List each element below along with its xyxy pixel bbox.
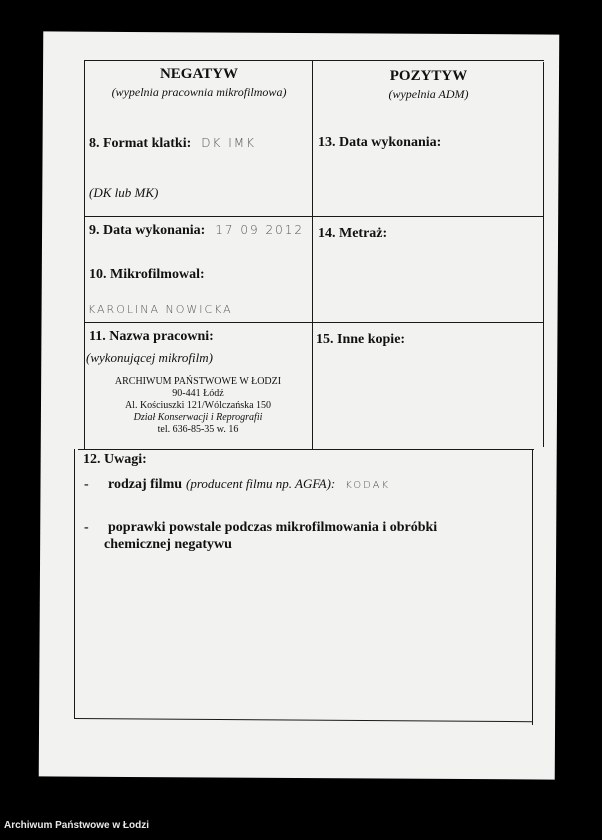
- stamp-line-5: tel. 636-85-35 w. 16: [157, 424, 239, 435]
- border-bottom: [74, 718, 533, 722]
- uwagi-label: 12. Uwagi:: [83, 452, 147, 467]
- row-divider-1: [84, 216, 544, 217]
- format-klatki-value[interactable]: DK IMK: [201, 136, 256, 150]
- bullet: -: [84, 520, 89, 535]
- stamp-line-4: Dział Konserwacji i Reprografii: [133, 412, 263, 423]
- column-divider: [312, 60, 313, 450]
- bullet: -: [84, 477, 89, 492]
- stamp-line-3: Al. Kościuszki 121/Wólczańska 150: [124, 400, 272, 411]
- data-wykonania-value[interactable]: 17 09 2012: [215, 223, 305, 237]
- nazwa-pracowni-label: 11. Nazwa pracowni:: [89, 329, 214, 344]
- uwagi-item-corrections: [84, 519, 437, 553]
- workshop-stamp: [86, 376, 310, 436]
- nazwa-pracowni-hint: (wykonującej mikrofilm): [86, 350, 213, 365]
- field-data-wykonania: [89, 221, 304, 239]
- uwagi-item-film-type: [84, 475, 390, 493]
- film-type-label: rodzaj filmu: [108, 477, 183, 492]
- stamp-line-2: 90-441 Łódź: [172, 388, 224, 399]
- archive-watermark: Archiwum Państwowe w Łodzi: [4, 820, 150, 831]
- row-divider-2: [84, 322, 544, 323]
- border-top: [84, 60, 544, 61]
- border-left-lower: [74, 449, 75, 719]
- metraz-label: 14. Metraż:: [318, 226, 388, 241]
- stamp-line-1: ARCHIWUM PAŃSTWOWE W ŁODZI: [114, 376, 282, 387]
- border-right-lower: [532, 449, 533, 725]
- data-wykonania-label: 9. Data wykonania:: [89, 223, 206, 238]
- film-type-value[interactable]: KODAK: [345, 480, 391, 491]
- negatyw-title: NEGATYW: [159, 66, 239, 82]
- format-klatki-label: 8. Format klatki:: [89, 136, 192, 151]
- film-type-hint: (producent filmu np. AGFA):: [186, 476, 336, 491]
- field-format-klatki: [89, 134, 256, 152]
- format-klatki-hint: (DK lub MK): [89, 185, 159, 200]
- pozytyw-title: POZYTYW: [389, 68, 468, 84]
- border-right-upper: [543, 62, 544, 447]
- pozytyw-data-wykonania-label: 13. Data wykonania:: [318, 135, 442, 150]
- negatyw-header: [86, 66, 312, 100]
- pozytyw-subtitle: (wypelnia ADM): [388, 87, 469, 101]
- corrections-text-2: chemicznej negatywu: [104, 537, 232, 552]
- mikrofilmowal-value[interactable]: KAROLINA NOWICKA: [88, 303, 233, 316]
- border-left-upper: [84, 60, 85, 450]
- mikrofilmowal-label: 10. Mikrofilmowal:: [89, 267, 205, 282]
- corrections-text-1: poprawki powstale podczas mikrofilmowania i obróbki: [108, 520, 438, 535]
- pozytyw-header: [314, 68, 543, 102]
- inne-kopie-label: 15. Inne kopie:: [316, 332, 406, 347]
- row-divider-3: [78, 449, 534, 450]
- negatyw-subtitle: (wypelnia pracownia mikrofilmowa): [111, 85, 287, 99]
